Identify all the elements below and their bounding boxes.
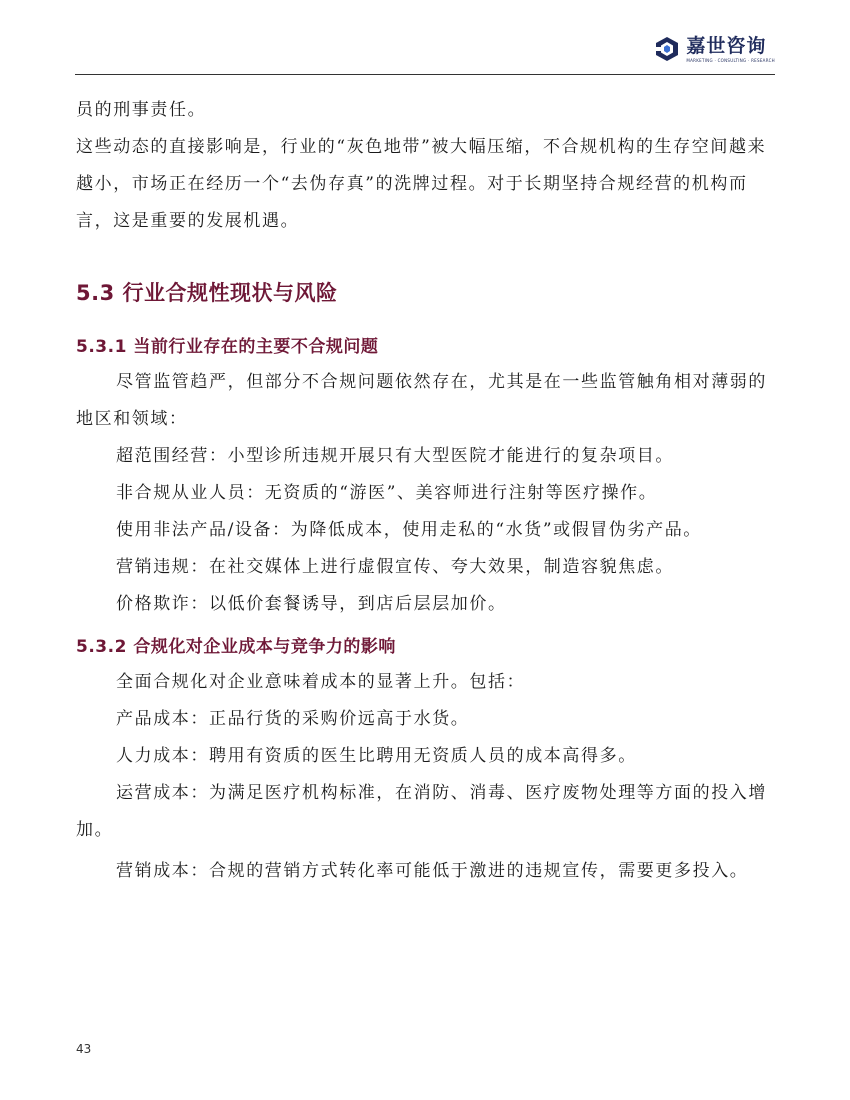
list-item: 营销成本：合规的营销方式转化率可能低于激进的违规宣传，需要更多投入。	[116, 861, 749, 881]
logo-tagline: MARKETING · CONSULTING · RESEARCH	[686, 58, 775, 63]
header-divider	[75, 74, 775, 75]
page-content	[76, 92, 775, 890]
subsection-heading-5-3-2: 5.3.2 合规化对企业成本与竞争力的影响	[76, 637, 396, 657]
list-item: 超范围经营：小型诊所违规开展只有大型医院才能进行的复杂项目。	[116, 446, 674, 466]
subsection-heading-5-3-1: 5.3.1 当前行业存在的主要不合规问题	[76, 337, 379, 357]
company-logo	[654, 34, 775, 64]
list-item: 价格欺诈：以低价套餐诱导，到店后层层加价。	[116, 594, 507, 614]
list-item: 使用非法产品/设备：为降低成本，使用走私的“水货”或假冒伪劣产品。	[116, 520, 702, 540]
list-item: 营销违规：在社交媒体上进行虚假宣传、夸大效果，制造容貌焦虑。	[116, 557, 674, 577]
section-heading-5-3: 5.3 行业合规性现状与风险	[76, 281, 338, 305]
list-item: 运营成本：为满足医疗机构标准，在消防、消毒、医疗废物处理等方面的投入增加。	[76, 783, 767, 840]
list-item: 人力成本：聘用有资质的医生比聘用无资质人员的成本高得多。	[116, 746, 637, 766]
page-header	[75, 30, 775, 76]
logo-mark-icon	[654, 36, 680, 62]
paragraph-noncompliance-intro: 尽管监管趋严，但部分不合规问题依然存在，尤其是在一些监管触角相对薄弱的地区和领域：	[76, 372, 767, 429]
paragraph-impact: 这些动态的直接影响是，行业的“灰色地带”被大幅压缩，不合规机构的生存空间越来越小，市场正在经历一个“去伪存真”的洗牌过程。对于长期坚持合规经营的机构而言，这是重要的发展机遇。	[76, 137, 767, 231]
list-item: 非合规从业人员：无资质的“游医”、美容师进行注射等医疗操作。	[116, 483, 658, 503]
page-number: 43	[76, 1042, 92, 1056]
logo-chinese-name: 嘉世咨询	[686, 35, 767, 57]
paragraph-continuation: 员的刑事责任。	[76, 100, 207, 120]
paragraph-cost-intro: 全面合规化对企业意味着成本的显著上升。包括：	[116, 672, 526, 692]
list-item: 产品成本：正品行货的采购价远高于水货。	[116, 709, 470, 729]
